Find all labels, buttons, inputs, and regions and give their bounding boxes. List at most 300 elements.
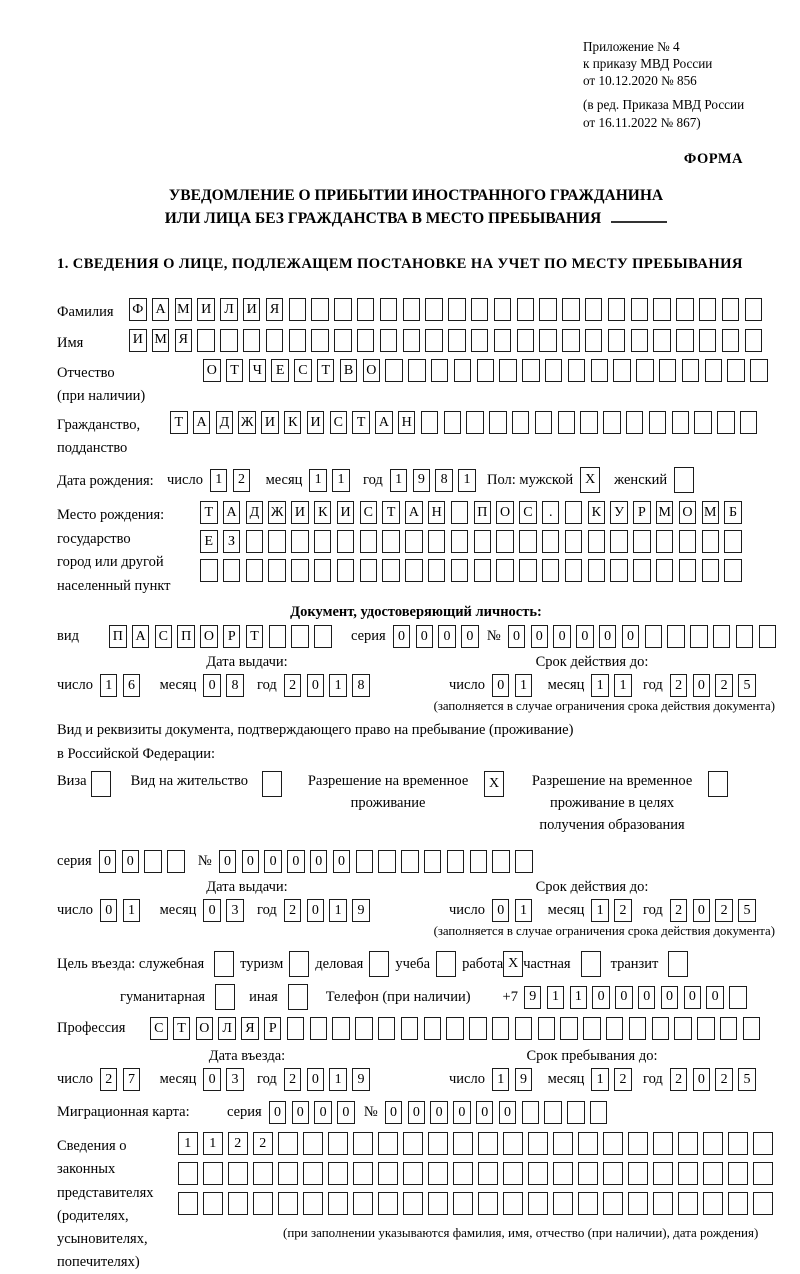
char-cell[interactable]	[562, 298, 580, 321]
char-cell[interactable]	[583, 1017, 601, 1040]
char-cell[interactable]	[539, 329, 557, 352]
char-cell[interactable]: 2	[284, 1068, 302, 1091]
char-cell[interactable]	[590, 1101, 608, 1124]
char-cell[interactable]	[703, 1192, 723, 1215]
char-cell[interactable]	[636, 359, 654, 382]
purpose-humanitarian-checkbox[interactable]	[215, 984, 235, 1010]
char-cell[interactable]	[705, 359, 723, 382]
char-cell[interactable]: 0	[592, 986, 610, 1009]
char-cell[interactable]: 1	[203, 1132, 223, 1155]
char-cell[interactable]	[682, 359, 700, 382]
char-cell[interactable]	[649, 411, 667, 434]
char-cell[interactable]: 1	[178, 1132, 198, 1155]
char-cell[interactable]	[494, 329, 512, 352]
char-cell[interactable]	[378, 1162, 398, 1185]
char-cell[interactable]	[519, 530, 537, 553]
char-cell[interactable]: 0	[508, 625, 526, 648]
char-cell[interactable]	[591, 359, 609, 382]
char-cell[interactable]: 0	[693, 899, 711, 922]
char-cell[interactable]: 6	[123, 674, 141, 697]
char-cell[interactable]: 0	[203, 899, 221, 922]
char-cell[interactable]: 2	[253, 1132, 273, 1155]
char-cell[interactable]: Т	[382, 501, 400, 524]
char-cell[interactable]	[303, 1132, 323, 1155]
char-cell[interactable]	[528, 1162, 548, 1185]
char-cell[interactable]	[453, 1192, 473, 1215]
char-cell[interactable]	[613, 359, 631, 382]
char-cell[interactable]	[380, 329, 398, 352]
sex-male-checkbox[interactable]: X	[580, 467, 600, 493]
char-cell[interactable]	[610, 530, 628, 553]
char-cell[interactable]	[268, 530, 286, 553]
char-cell[interactable]: В	[340, 359, 358, 382]
char-cell[interactable]: А	[152, 298, 170, 321]
char-cell[interactable]: О	[200, 625, 218, 648]
char-cell[interactable]: О	[196, 1017, 214, 1040]
char-cell[interactable]	[542, 530, 560, 553]
char-cell[interactable]	[603, 411, 621, 434]
char-cell[interactable]	[610, 559, 628, 582]
char-cell[interactable]: 0	[531, 625, 549, 648]
char-cell[interactable]	[535, 411, 553, 434]
char-cell[interactable]	[337, 559, 355, 582]
char-cell[interactable]: 0	[453, 1101, 471, 1124]
char-cell[interactable]	[631, 298, 649, 321]
char-cell[interactable]	[448, 329, 466, 352]
visa-checkbox[interactable]	[91, 771, 111, 797]
char-cell[interactable]	[628, 1192, 648, 1215]
char-cell[interactable]	[489, 411, 507, 434]
char-cell[interactable]	[626, 411, 644, 434]
char-cell[interactable]	[246, 530, 264, 553]
char-cell[interactable]: 1	[100, 674, 118, 697]
char-cell[interactable]	[633, 530, 651, 553]
char-cell[interactable]	[243, 329, 261, 352]
char-cell[interactable]: К	[284, 411, 302, 434]
char-cell[interactable]: Р	[223, 625, 241, 648]
char-cell[interactable]: 1	[614, 674, 632, 697]
char-cell[interactable]	[353, 1192, 373, 1215]
char-cell[interactable]	[653, 1162, 673, 1185]
char-cell[interactable]	[560, 1017, 578, 1040]
char-cell[interactable]	[503, 1192, 523, 1215]
char-cell[interactable]: 0	[706, 986, 724, 1009]
char-cell[interactable]	[421, 411, 439, 434]
char-cell[interactable]: Я	[241, 1017, 259, 1040]
purpose-other-checkbox[interactable]	[288, 984, 308, 1010]
char-cell[interactable]	[713, 625, 731, 648]
char-cell[interactable]	[753, 1162, 773, 1185]
char-cell[interactable]	[653, 1192, 673, 1215]
char-cell[interactable]	[522, 1101, 540, 1124]
char-cell[interactable]	[565, 501, 583, 524]
char-cell[interactable]	[334, 298, 352, 321]
char-cell[interactable]	[403, 329, 421, 352]
char-cell[interactable]: П	[474, 501, 492, 524]
char-cell[interactable]	[291, 530, 309, 553]
char-cell[interactable]	[499, 359, 517, 382]
char-cell[interactable]: 9	[352, 899, 370, 922]
char-cell[interactable]	[676, 298, 694, 321]
char-cell[interactable]	[585, 298, 603, 321]
char-cell[interactable]: 5	[738, 674, 756, 697]
char-cell[interactable]	[728, 1192, 748, 1215]
char-cell[interactable]	[454, 359, 472, 382]
char-cell[interactable]	[378, 1192, 398, 1215]
char-cell[interactable]: У	[610, 501, 628, 524]
char-cell[interactable]	[568, 359, 586, 382]
char-cell[interactable]: 0	[684, 986, 702, 1009]
char-cell[interactable]: 1	[390, 469, 408, 492]
char-cell[interactable]	[405, 559, 423, 582]
char-cell[interactable]	[253, 1192, 273, 1215]
char-cell[interactable]	[653, 329, 671, 352]
char-cell[interactable]	[629, 1017, 647, 1040]
char-cell[interactable]	[519, 559, 537, 582]
char-cell[interactable]: 0	[438, 625, 456, 648]
char-cell[interactable]	[334, 329, 352, 352]
char-cell[interactable]: 0	[693, 674, 711, 697]
char-cell[interactable]	[360, 530, 378, 553]
char-cell[interactable]	[408, 359, 426, 382]
char-cell[interactable]	[659, 359, 677, 382]
char-cell[interactable]: 0	[385, 1101, 403, 1124]
char-cell[interactable]: 2	[670, 899, 688, 922]
char-cell[interactable]	[645, 625, 663, 648]
char-cell[interactable]	[676, 329, 694, 352]
char-cell[interactable]: И	[129, 329, 147, 352]
char-cell[interactable]	[699, 329, 717, 352]
char-cell[interactable]	[736, 625, 754, 648]
temp-residence-checkbox[interactable]: X	[484, 771, 504, 797]
char-cell[interactable]	[496, 559, 514, 582]
char-cell[interactable]	[357, 329, 375, 352]
char-cell[interactable]	[494, 298, 512, 321]
char-cell[interactable]: 0	[287, 850, 305, 873]
char-cell[interactable]	[724, 530, 742, 553]
char-cell[interactable]: 8	[352, 674, 370, 697]
char-cell[interactable]: 8	[226, 674, 244, 697]
char-cell[interactable]	[603, 1162, 623, 1185]
char-cell[interactable]	[565, 559, 583, 582]
char-cell[interactable]: 1	[123, 899, 141, 922]
char-cell[interactable]	[603, 1132, 623, 1155]
char-cell[interactable]	[679, 559, 697, 582]
char-cell[interactable]: Ж	[238, 411, 256, 434]
char-cell[interactable]: 0	[476, 1101, 494, 1124]
char-cell[interactable]	[382, 559, 400, 582]
char-cell[interactable]	[492, 850, 510, 873]
char-cell[interactable]	[512, 411, 530, 434]
char-cell[interactable]	[287, 1017, 305, 1040]
char-cell[interactable]: 2	[284, 674, 302, 697]
char-cell[interactable]: .	[542, 501, 560, 524]
char-cell[interactable]: И	[291, 501, 309, 524]
char-cell[interactable]: С	[519, 501, 537, 524]
char-cell[interactable]	[478, 1192, 498, 1215]
char-cell[interactable]: О	[363, 359, 381, 382]
char-cell[interactable]	[492, 1017, 510, 1040]
char-cell[interactable]: 0	[242, 850, 260, 873]
char-cell[interactable]	[517, 298, 535, 321]
char-cell[interactable]	[228, 1162, 248, 1185]
char-cell[interactable]: 1	[329, 674, 347, 697]
char-cell[interactable]	[203, 1192, 223, 1215]
char-cell[interactable]: О	[203, 359, 221, 382]
char-cell[interactable]: А	[223, 501, 241, 524]
char-cell[interactable]: Р	[633, 501, 651, 524]
char-cell[interactable]	[144, 850, 162, 873]
char-cell[interactable]: 0	[269, 1101, 287, 1124]
char-cell[interactable]: К	[588, 501, 606, 524]
char-cell[interactable]: 0	[314, 1101, 332, 1124]
char-cell[interactable]	[268, 559, 286, 582]
char-cell[interactable]	[328, 1192, 348, 1215]
char-cell[interactable]: О	[496, 501, 514, 524]
char-cell[interactable]: С	[155, 625, 173, 648]
char-cell[interactable]	[720, 1017, 738, 1040]
char-cell[interactable]: 2	[715, 674, 733, 697]
char-cell[interactable]	[385, 359, 403, 382]
char-cell[interactable]	[200, 559, 218, 582]
char-cell[interactable]	[314, 559, 332, 582]
char-cell[interactable]	[470, 850, 488, 873]
char-cell[interactable]: 0	[307, 1068, 325, 1091]
char-cell[interactable]	[517, 329, 535, 352]
char-cell[interactable]	[332, 1017, 350, 1040]
char-cell[interactable]	[197, 329, 215, 352]
char-cell[interactable]	[503, 1132, 523, 1155]
char-cell[interactable]	[729, 986, 747, 1009]
char-cell[interactable]	[428, 530, 446, 553]
char-cell[interactable]	[355, 1017, 373, 1040]
char-cell[interactable]: 2	[100, 1068, 118, 1091]
char-cell[interactable]	[378, 1132, 398, 1155]
char-cell[interactable]	[631, 329, 649, 352]
char-cell[interactable]: О	[679, 501, 697, 524]
char-cell[interactable]	[314, 625, 332, 648]
char-cell[interactable]	[679, 530, 697, 553]
char-cell[interactable]	[496, 530, 514, 553]
char-cell[interactable]	[451, 501, 469, 524]
char-cell[interactable]	[291, 559, 309, 582]
char-cell[interactable]: А	[405, 501, 423, 524]
char-cell[interactable]: 0	[615, 986, 633, 1009]
char-cell[interactable]	[353, 1162, 373, 1185]
char-cell[interactable]: 1	[515, 674, 533, 697]
char-cell[interactable]: Л	[218, 1017, 236, 1040]
char-cell[interactable]: И	[197, 298, 215, 321]
char-cell[interactable]	[178, 1192, 198, 1215]
char-cell[interactable]: П	[177, 625, 195, 648]
char-cell[interactable]	[428, 559, 446, 582]
char-cell[interactable]	[722, 329, 740, 352]
char-cell[interactable]	[253, 1162, 273, 1185]
char-cell[interactable]: 0	[576, 625, 594, 648]
char-cell[interactable]	[522, 359, 540, 382]
char-cell[interactable]	[453, 1162, 473, 1185]
char-cell[interactable]	[656, 559, 674, 582]
char-cell[interactable]	[503, 1162, 523, 1185]
char-cell[interactable]	[303, 1192, 323, 1215]
char-cell[interactable]	[656, 530, 674, 553]
char-cell[interactable]: 1	[591, 899, 609, 922]
char-cell[interactable]: 1	[591, 1068, 609, 1091]
temp-residence-edu-checkbox[interactable]	[708, 771, 728, 797]
purpose-private-checkbox[interactable]	[581, 951, 601, 977]
char-cell[interactable]: К	[314, 501, 332, 524]
char-cell[interactable]: 3	[226, 1068, 244, 1091]
char-cell[interactable]	[328, 1162, 348, 1185]
char-cell[interactable]	[553, 1192, 573, 1215]
char-cell[interactable]: И	[243, 298, 261, 321]
char-cell[interactable]	[745, 298, 763, 321]
char-cell[interactable]	[697, 1017, 715, 1040]
char-cell[interactable]: И	[337, 501, 355, 524]
char-cell[interactable]	[553, 1162, 573, 1185]
char-cell[interactable]	[628, 1162, 648, 1185]
char-cell[interactable]	[703, 1132, 723, 1155]
char-cell[interactable]	[474, 530, 492, 553]
char-cell[interactable]	[562, 329, 580, 352]
char-cell[interactable]	[401, 1017, 419, 1040]
char-cell[interactable]	[278, 1162, 298, 1185]
char-cell[interactable]: 1	[547, 986, 565, 1009]
char-cell[interactable]	[289, 329, 307, 352]
char-cell[interactable]	[471, 329, 489, 352]
char-cell[interactable]	[431, 359, 449, 382]
char-cell[interactable]	[269, 625, 287, 648]
char-cell[interactable]: 1	[570, 986, 588, 1009]
char-cell[interactable]	[717, 411, 735, 434]
char-cell[interactable]	[578, 1192, 598, 1215]
char-cell[interactable]: 1	[591, 674, 609, 697]
char-cell[interactable]	[478, 1162, 498, 1185]
char-cell[interactable]	[425, 298, 443, 321]
char-cell[interactable]	[690, 625, 708, 648]
char-cell[interactable]	[311, 329, 329, 352]
char-cell[interactable]	[403, 1162, 423, 1185]
char-cell[interactable]: 1	[329, 899, 347, 922]
char-cell[interactable]	[759, 625, 777, 648]
char-cell[interactable]: 0	[99, 850, 117, 873]
char-cell[interactable]	[278, 1192, 298, 1215]
char-cell[interactable]	[702, 559, 720, 582]
char-cell[interactable]	[469, 1017, 487, 1040]
char-cell[interactable]	[515, 1017, 533, 1040]
char-cell[interactable]: М	[175, 298, 193, 321]
char-cell[interactable]	[753, 1192, 773, 1215]
char-cell[interactable]	[544, 1101, 562, 1124]
char-cell[interactable]	[539, 298, 557, 321]
char-cell[interactable]	[678, 1132, 698, 1155]
char-cell[interactable]: М	[152, 329, 170, 352]
char-cell[interactable]	[545, 359, 563, 382]
char-cell[interactable]	[428, 1132, 448, 1155]
char-cell[interactable]	[474, 559, 492, 582]
char-cell[interactable]: Е	[200, 530, 218, 553]
char-cell[interactable]: Н	[398, 411, 416, 434]
char-cell[interactable]	[466, 411, 484, 434]
char-cell[interactable]	[357, 298, 375, 321]
char-cell[interactable]	[667, 625, 685, 648]
char-cell[interactable]: 0	[219, 850, 237, 873]
char-cell[interactable]: 0	[203, 674, 221, 697]
char-cell[interactable]: 1	[309, 469, 327, 492]
char-cell[interactable]: З	[223, 530, 241, 553]
char-cell[interactable]	[428, 1162, 448, 1185]
char-cell[interactable]: Ж	[268, 501, 286, 524]
char-cell[interactable]: 9	[524, 986, 542, 1009]
char-cell[interactable]	[703, 1162, 723, 1185]
char-cell[interactable]	[425, 329, 443, 352]
char-cell[interactable]	[578, 1162, 598, 1185]
purpose-official-checkbox[interactable]	[214, 951, 234, 977]
char-cell[interactable]: 2	[233, 469, 251, 492]
char-cell[interactable]	[588, 559, 606, 582]
char-cell[interactable]	[588, 530, 606, 553]
char-cell[interactable]: 9	[515, 1068, 533, 1091]
char-cell[interactable]: 0	[499, 1101, 517, 1124]
char-cell[interactable]	[178, 1162, 198, 1185]
char-cell[interactable]: 1	[515, 899, 533, 922]
char-cell[interactable]: Н	[428, 501, 446, 524]
char-cell[interactable]: 0	[264, 850, 282, 873]
char-cell[interactable]	[653, 1132, 673, 1155]
char-cell[interactable]: 1	[210, 469, 228, 492]
char-cell[interactable]: 0	[203, 1068, 221, 1091]
char-cell[interactable]	[567, 1101, 585, 1124]
char-cell[interactable]	[477, 359, 495, 382]
purpose-study-checkbox[interactable]	[436, 951, 456, 977]
purpose-tourism-checkbox[interactable]	[289, 951, 309, 977]
char-cell[interactable]	[382, 530, 400, 553]
char-cell[interactable]: 0	[292, 1101, 310, 1124]
char-cell[interactable]: 1	[329, 1068, 347, 1091]
char-cell[interactable]	[606, 1017, 624, 1040]
char-cell[interactable]: 5	[738, 899, 756, 922]
char-cell[interactable]: 7	[123, 1068, 141, 1091]
char-cell[interactable]	[314, 530, 332, 553]
char-cell[interactable]	[405, 530, 423, 553]
char-cell[interactable]	[702, 530, 720, 553]
char-cell[interactable]: М	[702, 501, 720, 524]
char-cell[interactable]: 0	[622, 625, 640, 648]
char-cell[interactable]	[289, 298, 307, 321]
char-cell[interactable]	[724, 559, 742, 582]
char-cell[interactable]: Д	[246, 501, 264, 524]
char-cell[interactable]: Т	[246, 625, 264, 648]
char-cell[interactable]: 0	[416, 625, 434, 648]
char-cell[interactable]: С	[360, 501, 378, 524]
char-cell[interactable]: 0	[492, 674, 510, 697]
char-cell[interactable]	[471, 298, 489, 321]
char-cell[interactable]	[558, 411, 576, 434]
char-cell[interactable]: 0	[461, 625, 479, 648]
char-cell[interactable]	[403, 1132, 423, 1155]
char-cell[interactable]	[515, 850, 533, 873]
purpose-business-checkbox[interactable]	[369, 951, 389, 977]
char-cell[interactable]	[750, 359, 768, 382]
char-cell[interactable]	[740, 411, 758, 434]
char-cell[interactable]: 0	[337, 1101, 355, 1124]
char-cell[interactable]: Т	[352, 411, 370, 434]
char-cell[interactable]: 0	[553, 625, 571, 648]
char-cell[interactable]: Т	[226, 359, 244, 382]
char-cell[interactable]	[728, 1162, 748, 1185]
char-cell[interactable]: 2	[670, 1068, 688, 1091]
char-cell[interactable]: 0	[638, 986, 656, 1009]
